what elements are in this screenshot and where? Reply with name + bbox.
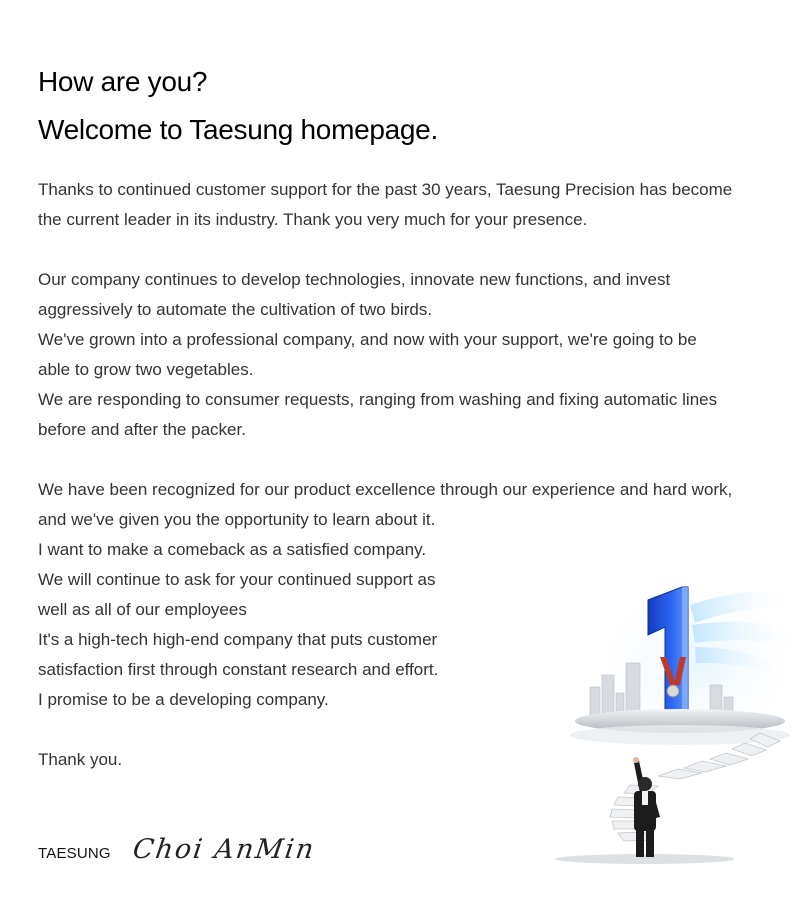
title-line-greeting: How are you? [38, 66, 208, 97]
text-line: I promise to be a developing company. [38, 690, 329, 709]
text-line: well as all of our employees [38, 600, 247, 619]
text-line: and we've given you the opportunity to learn about it. [38, 510, 436, 529]
text-line: We are responding to consumer requests, ranging from washing and fixing automatic lines [38, 390, 718, 409]
text-line: Thank you. [38, 750, 123, 769]
page-title [38, 58, 438, 154]
businessman-figure [633, 757, 660, 857]
number-one-illustration [530, 565, 800, 865]
text-line: We've grown into a professional company, and now with your support, we're going to be [38, 330, 697, 349]
text-line: before and after the packer. [38, 420, 246, 439]
paragraph-intro [38, 175, 788, 235]
signature-block [38, 822, 318, 866]
text-line: Our company continues to develop technologies, innovate new functions, and invest [38, 270, 671, 289]
text-line: Thanks to continued customer support for the past 30 years, Taesung Precision has become [38, 180, 733, 199]
signature-name: Choi AnMin [130, 834, 318, 865]
number-one-trophy-with-staircase-icon [530, 565, 800, 865]
text-line: I want to make a comeback as a satisfied company. [38, 540, 427, 559]
text-line: It's a high-tech high-end company that puts customer [38, 630, 438, 649]
signature-company: TAESUNG [38, 845, 111, 862]
text-line: We will continue to ask for your continued support as [38, 570, 436, 589]
ground-shadow [555, 854, 735, 864]
text-line: satisfaction first through constant research and effort. [38, 660, 439, 679]
title-line-welcome: Welcome to Taesung homepage. [38, 114, 438, 145]
paragraph-technology [38, 265, 788, 445]
number-one-highlight [682, 587, 688, 715]
text-line: We have been recognized for our product excellence through our experience and hard work, [38, 480, 733, 499]
text-line: able to grow two vegetables. [38, 360, 254, 379]
text-line: aggressively to automate the cultivation of two birds. [38, 300, 433, 319]
text-line: the current leader in its industry. Thank you very much for your presence. [38, 210, 588, 229]
